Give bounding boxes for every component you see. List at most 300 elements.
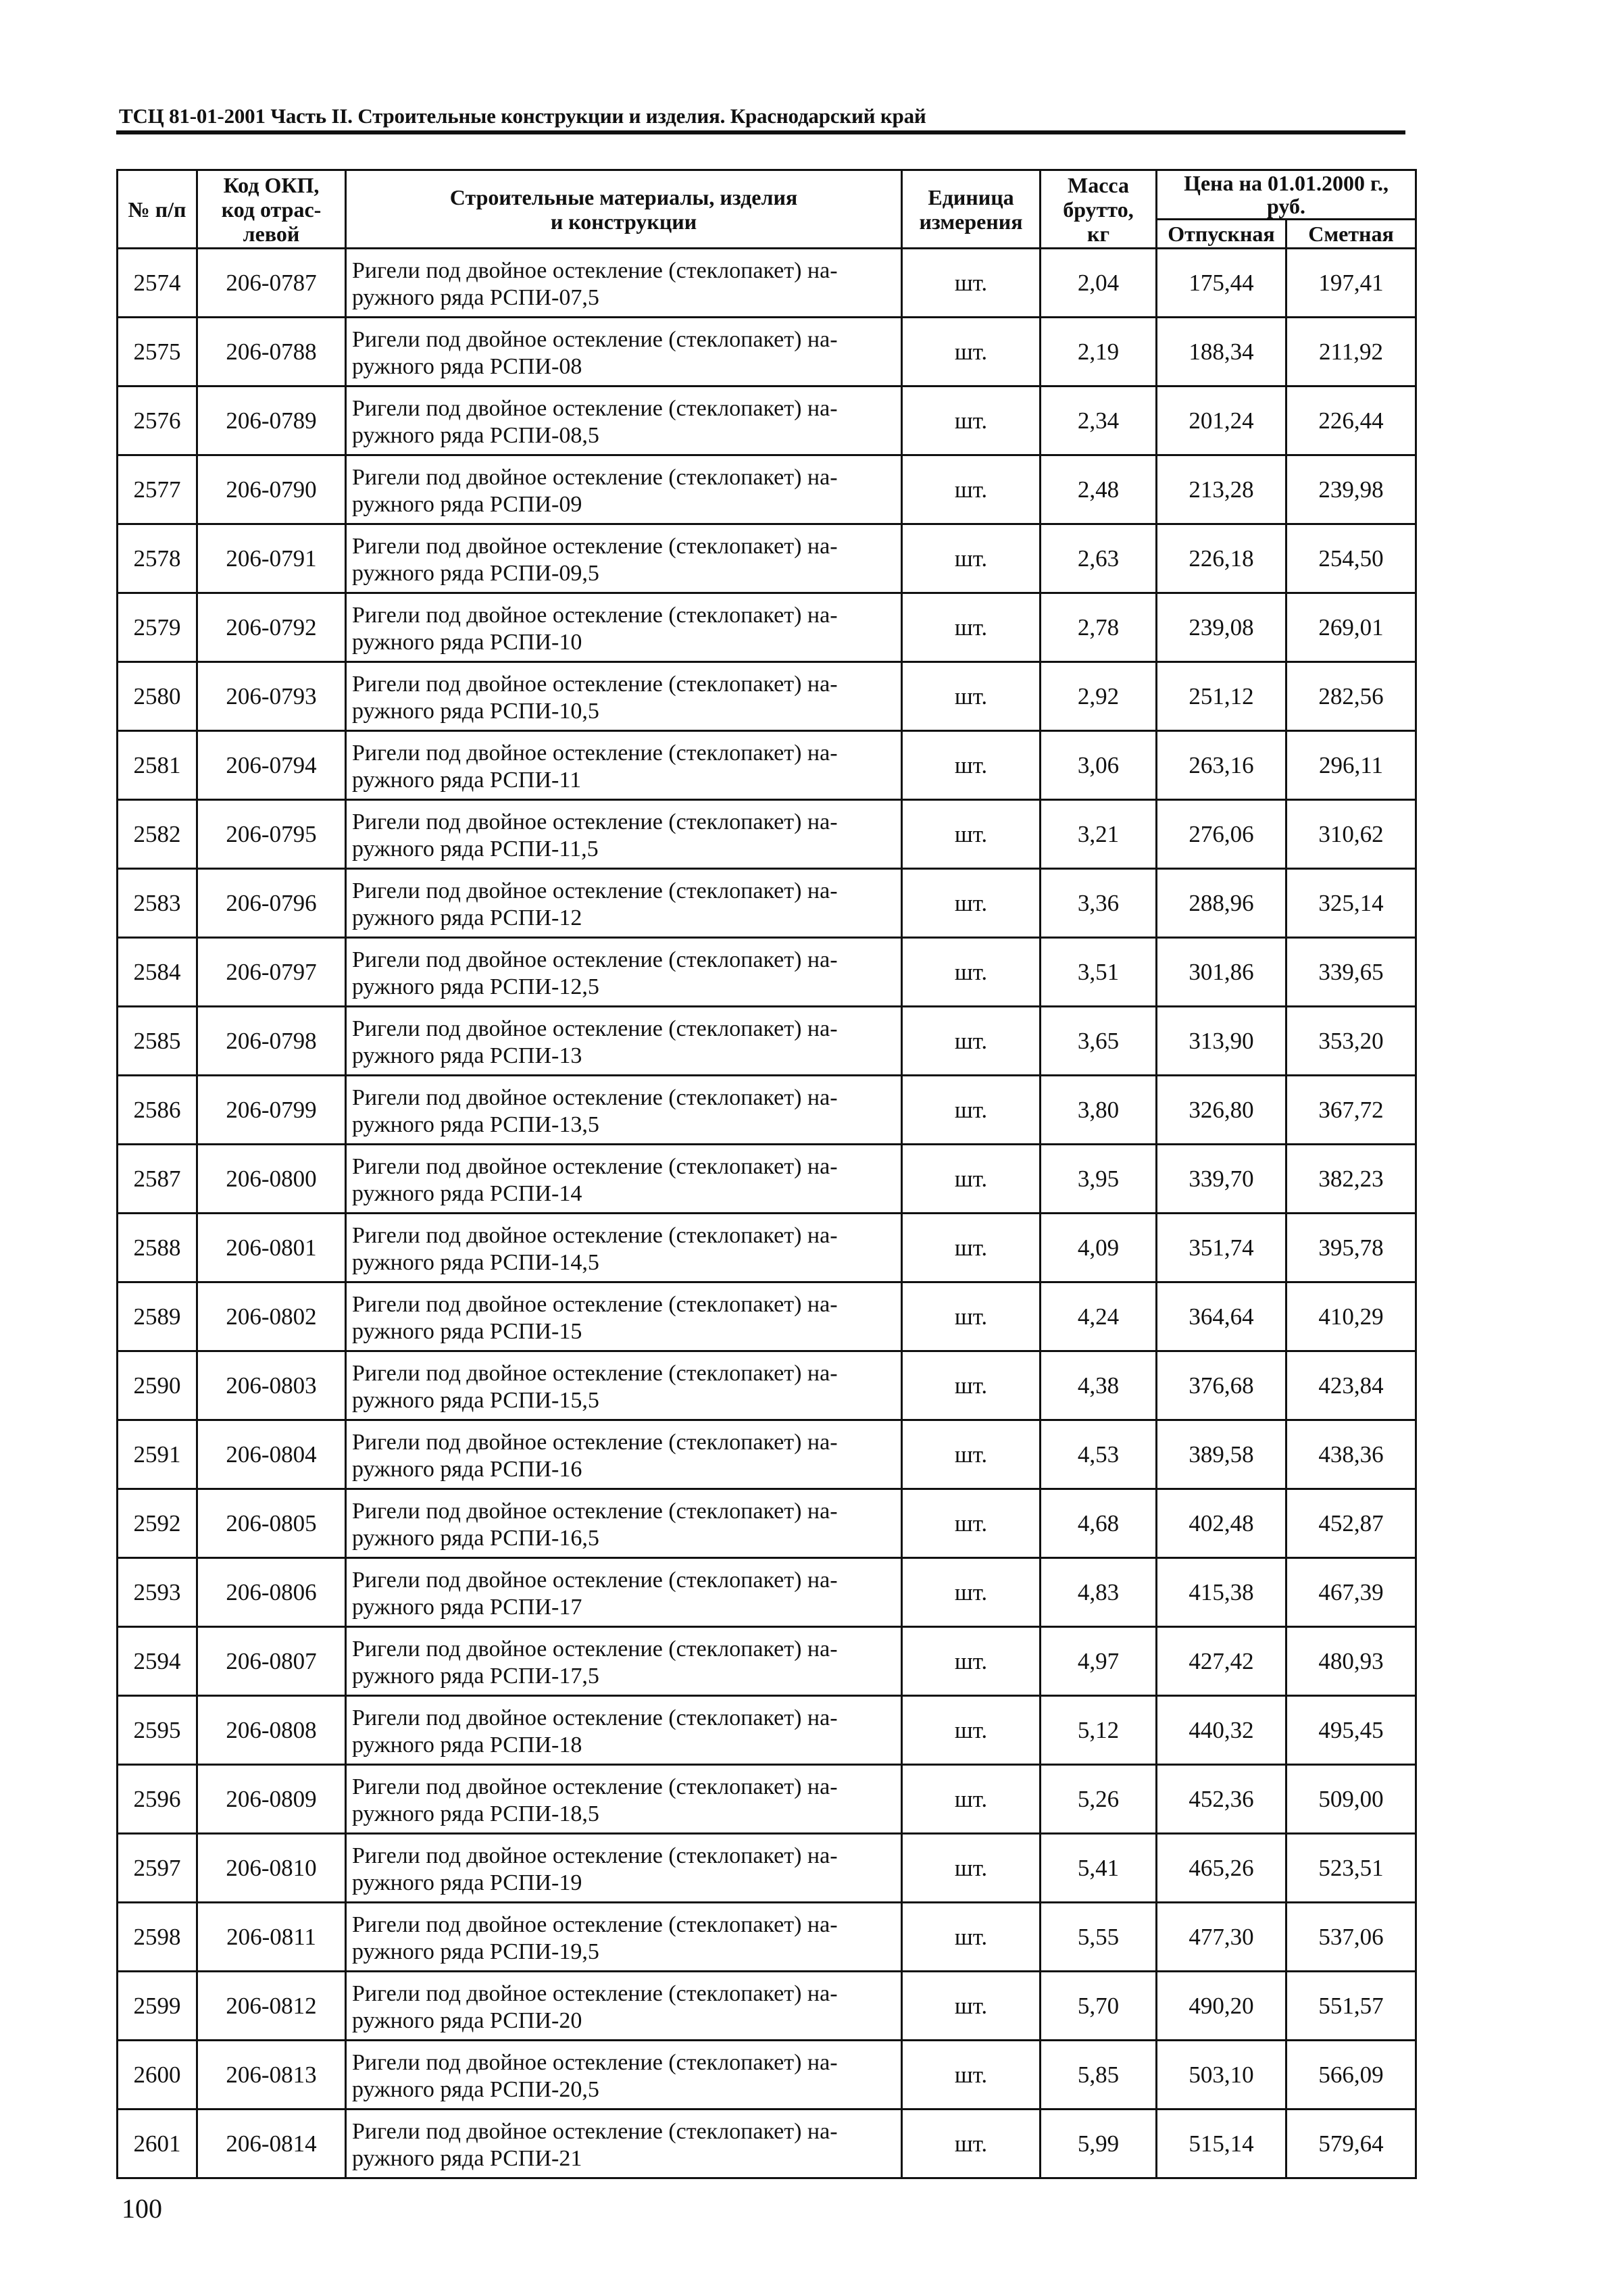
cell-name-line2: ружного ряда РСПИ-10 xyxy=(352,629,582,655)
cell-code: 206-0809 xyxy=(197,1765,346,1834)
cell-estimate-price: 438,36 xyxy=(1286,1420,1416,1489)
cell-name-line2: ружного ряда РСПИ-12 xyxy=(352,905,582,930)
cell-unit: шт. xyxy=(902,1282,1041,1351)
cell-mass: 5,41 xyxy=(1041,1834,1157,1903)
cell-estimate-price: 353,20 xyxy=(1286,1007,1416,1076)
col-header-estimate: Сметная xyxy=(1286,220,1416,249)
cell-num: 2590 xyxy=(118,1351,197,1420)
cell-num: 2599 xyxy=(118,1972,197,2041)
col-header-price-line2: руб. xyxy=(1267,194,1305,218)
cell-estimate-price: 339,65 xyxy=(1286,938,1416,1007)
cell-name xyxy=(346,1834,902,1903)
col-header-mass-line2: брутто, xyxy=(1063,197,1134,222)
page-number: 100 xyxy=(122,2193,162,2224)
table-row xyxy=(118,869,1416,938)
cell-mass: 3,65 xyxy=(1041,1007,1157,1076)
cell-estimate-price: 239,98 xyxy=(1286,455,1416,524)
cell-name-line1: Ригели под двойное остекление (стеклопакет) на- xyxy=(352,1567,838,1593)
cell-name xyxy=(346,2110,902,2178)
cell-num: 2600 xyxy=(118,2041,197,2110)
cell-mass: 3,36 xyxy=(1041,869,1157,938)
cell-name-line2: ружного ряда РСПИ-14 xyxy=(352,1180,582,1206)
cell-name-line2: ружного ряда РСПИ-16,5 xyxy=(352,1525,599,1551)
cell-name xyxy=(346,1696,902,1765)
cell-mass: 4,97 xyxy=(1041,1627,1157,1696)
col-header-num: № п/п xyxy=(118,170,197,249)
table-row xyxy=(118,731,1416,800)
cell-name-line1: Ригели под двойное остекление (стеклопакет) на- xyxy=(352,395,838,421)
cell-estimate-price: 197,41 xyxy=(1286,249,1416,318)
cell-code: 206-0814 xyxy=(197,2110,346,2178)
cell-name xyxy=(346,249,902,318)
cell-num: 2586 xyxy=(118,1076,197,1145)
cell-name xyxy=(346,1145,902,1214)
col-header-code-line2: код отрас- xyxy=(221,197,322,222)
cell-estimate-price: 226,44 xyxy=(1286,386,1416,455)
cell-code: 206-0805 xyxy=(197,1489,346,1558)
cell-code: 206-0793 xyxy=(197,662,346,731)
cell-mass: 4,53 xyxy=(1041,1420,1157,1489)
cell-name-line1: Ригели под двойное остекление (стеклопакет) на- xyxy=(352,533,838,559)
cell-num: 2587 xyxy=(118,1145,197,1214)
cell-mass: 5,55 xyxy=(1041,1903,1157,1972)
cell-name-line2: ружного ряда РСПИ-09 xyxy=(352,491,582,517)
cell-release-price: 288,96 xyxy=(1157,869,1286,938)
cell-release-price: 239,08 xyxy=(1157,593,1286,662)
table-row xyxy=(118,662,1416,731)
cell-name-line2: ружного ряда РСПИ-13 xyxy=(352,1043,582,1068)
cell-code: 206-0791 xyxy=(197,524,346,593)
cell-code: 206-0806 xyxy=(197,1558,346,1627)
cell-release-price: 351,74 xyxy=(1157,1214,1286,1282)
cell-release-price: 251,12 xyxy=(1157,662,1286,731)
cell-num: 2589 xyxy=(118,1282,197,1351)
cell-code: 206-0801 xyxy=(197,1214,346,1282)
cell-name-line2: ружного ряда РСПИ-11,5 xyxy=(352,836,599,862)
cell-unit: шт. xyxy=(902,731,1041,800)
cell-name-line1: Ригели под двойное остекление (стеклопакет) на- xyxy=(352,602,838,628)
cell-release-price: 503,10 xyxy=(1157,2041,1286,2110)
col-header-code-line3: левой xyxy=(243,221,300,246)
cell-estimate-price: 551,57 xyxy=(1286,1972,1416,2041)
cell-name xyxy=(346,731,902,800)
cell-num: 2578 xyxy=(118,524,197,593)
cell-num: 2582 xyxy=(118,800,197,869)
cell-mass: 3,51 xyxy=(1041,938,1157,1007)
cell-mass: 4,24 xyxy=(1041,1282,1157,1351)
cell-name-line2: ружного ряда РСПИ-17,5 xyxy=(352,1663,599,1689)
cell-name-line2: ружного ряда РСПИ-20,5 xyxy=(352,2076,599,2102)
cell-release-price: 477,30 xyxy=(1157,1903,1286,1972)
cell-name xyxy=(346,1489,902,1558)
cell-release-price: 376,68 xyxy=(1157,1351,1286,1420)
cell-unit: шт. xyxy=(902,386,1041,455)
cell-name-line2: ружного ряда РСПИ-20 xyxy=(352,2007,582,2033)
cell-code: 206-0789 xyxy=(197,386,346,455)
cell-name-line2: ружного ряда РСПИ-16 xyxy=(352,1456,582,1482)
table-row xyxy=(118,2041,1416,2110)
table-row xyxy=(118,1420,1416,1489)
cell-name-line2: ружного ряда РСПИ-13,5 xyxy=(352,1112,599,1137)
table-row xyxy=(118,1007,1416,1076)
cell-name xyxy=(346,318,902,386)
cell-mass: 2,19 xyxy=(1041,318,1157,386)
cell-code: 206-0794 xyxy=(197,731,346,800)
cell-unit: шт. xyxy=(902,800,1041,869)
cell-name xyxy=(346,800,902,869)
cell-name xyxy=(346,1627,902,1696)
cell-estimate-price: 410,29 xyxy=(1286,1282,1416,1351)
table-row xyxy=(118,1282,1416,1351)
cell-estimate-price: 523,51 xyxy=(1286,1834,1416,1903)
cell-name-line1: Ригели под двойное остекление (стеклопакет) на- xyxy=(352,1912,838,1937)
col-header-mass-line1: Масса xyxy=(1068,172,1129,197)
cell-code: 206-0795 xyxy=(197,800,346,869)
cell-release-price: 490,20 xyxy=(1157,1972,1286,2041)
cell-name-line1: Ригели под двойное остекление (стеклопакет) на- xyxy=(352,2049,838,2075)
table-row xyxy=(118,386,1416,455)
col-header-name xyxy=(346,170,902,249)
table-row xyxy=(118,593,1416,662)
cell-unit: шт. xyxy=(902,2110,1041,2178)
cell-unit: шт. xyxy=(902,869,1041,938)
cell-name-line1: Ригели под двойное остекление (стеклопакет) на- xyxy=(352,1153,838,1179)
cell-num: 2574 xyxy=(118,249,197,318)
cell-estimate-price: 367,72 xyxy=(1286,1076,1416,1145)
cell-unit: шт. xyxy=(902,1489,1041,1558)
cell-name xyxy=(346,938,902,1007)
cell-num: 2595 xyxy=(118,1696,197,1765)
cell-code: 206-0812 xyxy=(197,1972,346,2041)
cell-name xyxy=(346,1076,902,1145)
cell-estimate-price: 395,78 xyxy=(1286,1214,1416,1282)
cell-estimate-price: 382,23 xyxy=(1286,1145,1416,1214)
cell-release-price: 515,14 xyxy=(1157,2110,1286,2178)
table-header xyxy=(118,170,1416,249)
cell-name xyxy=(346,869,902,938)
cell-mass: 3,95 xyxy=(1041,1145,1157,1214)
cell-unit: шт. xyxy=(902,1627,1041,1696)
cell-estimate-price: 579,64 xyxy=(1286,2110,1416,2178)
cell-name xyxy=(346,1351,902,1420)
cell-name-line2: ружного ряда РСПИ-15,5 xyxy=(352,1387,599,1413)
table-row xyxy=(118,524,1416,593)
cell-release-price: 313,90 xyxy=(1157,1007,1286,1076)
cell-num: 2585 xyxy=(118,1007,197,1076)
cell-name xyxy=(346,1903,902,1972)
cell-unit: шт. xyxy=(902,1696,1041,1765)
price-table xyxy=(116,169,1417,2179)
table-row xyxy=(118,1076,1416,1145)
cell-unit: шт. xyxy=(902,1558,1041,1627)
cell-unit: шт. xyxy=(902,1765,1041,1834)
cell-name-line1: Ригели под двойное остекление (стеклопакет) на- xyxy=(352,1429,838,1455)
cell-release-price: 465,26 xyxy=(1157,1834,1286,1903)
cell-name-line2: ружного ряда РСПИ-18 xyxy=(352,1732,582,1757)
cell-estimate-price: 566,09 xyxy=(1286,2041,1416,2110)
cell-code: 206-0797 xyxy=(197,938,346,1007)
cell-release-price: 440,32 xyxy=(1157,1696,1286,1765)
cell-name-line1: Ригели под двойное остекление (стеклопакет) на- xyxy=(352,1084,838,1110)
cell-num: 2588 xyxy=(118,1214,197,1282)
cell-num: 2593 xyxy=(118,1558,197,1627)
cell-name xyxy=(346,1972,902,2041)
table-row xyxy=(118,800,1416,869)
cell-release-price: 226,18 xyxy=(1157,524,1286,593)
cell-release-price: 389,58 xyxy=(1157,1420,1286,1489)
cell-estimate-price: 495,45 xyxy=(1286,1696,1416,1765)
cell-unit: шт. xyxy=(902,1007,1041,1076)
cell-name xyxy=(346,1007,902,1076)
cell-estimate-price: 467,39 xyxy=(1286,1558,1416,1627)
cell-name xyxy=(346,524,902,593)
cell-release-price: 427,42 xyxy=(1157,1627,1286,1696)
cell-num: 2596 xyxy=(118,1765,197,1834)
cell-name-line1: Ригели под двойное остекление (стеклопакет) на- xyxy=(352,464,838,490)
cell-name-line1: Ригели под двойное остекление (стеклопакет) на- xyxy=(352,1636,838,1662)
cell-num: 2591 xyxy=(118,1420,197,1489)
cell-mass: 5,70 xyxy=(1041,1972,1157,2041)
cell-mass: 2,78 xyxy=(1041,593,1157,662)
cell-estimate-price: 296,11 xyxy=(1286,731,1416,800)
col-header-code xyxy=(197,170,346,249)
cell-name-line1: Ригели под двойное остекление (стеклопакет) на- xyxy=(352,1980,838,2006)
cell-num: 2579 xyxy=(118,593,197,662)
cell-mass: 5,12 xyxy=(1041,1696,1157,1765)
cell-name-line1: Ригели под двойное остекление (стеклопакет) на- xyxy=(352,1774,838,1799)
table-row xyxy=(118,1972,1416,2041)
cell-code: 206-0811 xyxy=(197,1903,346,1972)
table-row xyxy=(118,318,1416,386)
col-header-name-line2: и конструкции xyxy=(550,209,697,234)
cell-name-line1: Ригели под двойное остекление (стеклопакет) на- xyxy=(352,947,838,972)
page-header-title: ТСЦ 81-01-2001 Часть II. Строительные конструкции и изделия. Краснодарский край xyxy=(119,104,926,128)
cell-num: 2584 xyxy=(118,938,197,1007)
cell-release-price: 402,48 xyxy=(1157,1489,1286,1558)
cell-name xyxy=(346,386,902,455)
cell-mass: 2,48 xyxy=(1041,455,1157,524)
table-row xyxy=(118,1627,1416,1696)
cell-release-price: 276,06 xyxy=(1157,800,1286,869)
table-body xyxy=(118,249,1416,2178)
cell-name-line2: ружного ряда РСПИ-10,5 xyxy=(352,698,599,724)
cell-mass: 3,21 xyxy=(1041,800,1157,869)
cell-unit: шт. xyxy=(902,1351,1041,1420)
cell-mass: 2,04 xyxy=(1041,249,1157,318)
cell-name-line2: ружного ряда РСПИ-19,5 xyxy=(352,1939,599,1964)
cell-mass: 5,99 xyxy=(1041,2110,1157,2178)
table-row xyxy=(118,1696,1416,1765)
cell-release-price: 213,28 xyxy=(1157,455,1286,524)
cell-name-line1: Ригели под двойное остекление (стеклопакет) на- xyxy=(352,1498,838,1524)
table-row xyxy=(118,1214,1416,1282)
cell-estimate-price: 480,93 xyxy=(1286,1627,1416,1696)
cell-name-line1: Ригели под двойное остекление (стеклопакет) на- xyxy=(352,1222,838,1248)
cell-code: 206-0788 xyxy=(197,318,346,386)
table-row xyxy=(118,249,1416,318)
cell-mass: 3,06 xyxy=(1041,731,1157,800)
cell-num: 2576 xyxy=(118,386,197,455)
cell-name-line2: ружного ряда РСПИ-17 xyxy=(352,1594,582,1620)
cell-num: 2583 xyxy=(118,869,197,938)
cell-code: 206-0803 xyxy=(197,1351,346,1420)
cell-mass: 4,09 xyxy=(1041,1214,1157,1282)
table-row xyxy=(118,1765,1416,1834)
cell-name xyxy=(346,2041,902,2110)
table-row xyxy=(118,1351,1416,1420)
cell-code: 206-0792 xyxy=(197,593,346,662)
table-row xyxy=(118,938,1416,1007)
cell-estimate-price: 509,00 xyxy=(1286,1765,1416,1834)
cell-mass: 5,85 xyxy=(1041,2041,1157,2110)
cell-num: 2580 xyxy=(118,662,197,731)
cell-estimate-price: 325,14 xyxy=(1286,869,1416,938)
cell-num: 2598 xyxy=(118,1903,197,1972)
col-header-mass-line3: кг xyxy=(1087,221,1109,246)
col-header-code-line1: Код ОКП, xyxy=(223,172,320,197)
cell-unit: шт. xyxy=(902,249,1041,318)
cell-estimate-price: 282,56 xyxy=(1286,662,1416,731)
cell-release-price: 364,64 xyxy=(1157,1282,1286,1351)
cell-name-line2: ружного ряда РСПИ-12,5 xyxy=(352,974,599,999)
table-row xyxy=(118,1834,1416,1903)
cell-name-line1: Ригели под двойное остекление (стеклопакет) на- xyxy=(352,671,838,697)
cell-name-line1: Ригели под двойное остекление (стеклопакет) на- xyxy=(352,1843,838,1868)
cell-mass: 2,63 xyxy=(1041,524,1157,593)
cell-name-line2: ружного ряда РСПИ-11 xyxy=(352,767,582,793)
cell-mass: 4,68 xyxy=(1041,1489,1157,1558)
cell-name-line2: ружного ряда РСПИ-07,5 xyxy=(352,284,599,310)
cell-code: 206-0808 xyxy=(197,1696,346,1765)
cell-mass: 2,92 xyxy=(1041,662,1157,731)
cell-code: 206-0804 xyxy=(197,1420,346,1489)
cell-num: 2597 xyxy=(118,1834,197,1903)
cell-release-price: 188,34 xyxy=(1157,318,1286,386)
table-row xyxy=(118,1558,1416,1627)
cell-release-price: 339,70 xyxy=(1157,1145,1286,1214)
cell-name-line2: ружного ряда РСПИ-15 xyxy=(352,1318,582,1344)
cell-name-line2: ружного ряда РСПИ-21 xyxy=(352,2145,582,2171)
cell-mass: 4,83 xyxy=(1041,1558,1157,1627)
cell-unit: шт. xyxy=(902,318,1041,386)
cell-release-price: 326,80 xyxy=(1157,1076,1286,1145)
cell-num: 2592 xyxy=(118,1489,197,1558)
cell-num: 2575 xyxy=(118,318,197,386)
cell-name xyxy=(346,1420,902,1489)
cell-name-line2: ружного ряда РСПИ-19 xyxy=(352,1870,582,1895)
col-header-price-group xyxy=(1157,170,1416,220)
cell-name-line1: Ригели под двойное остекление (стеклопакет) на- xyxy=(352,878,838,903)
cell-unit: шт. xyxy=(902,1076,1041,1145)
cell-name-line1: Ригели под двойное остекление (стеклопакет) на- xyxy=(352,2118,838,2144)
cell-name xyxy=(346,662,902,731)
col-header-unit-line2: измерения xyxy=(919,209,1023,234)
cell-unit: шт. xyxy=(902,1420,1041,1489)
cell-name-line1: Ригели под двойное остекление (стеклопакет) на- xyxy=(352,326,838,352)
cell-estimate-price: 310,62 xyxy=(1286,800,1416,869)
cell-release-price: 263,16 xyxy=(1157,731,1286,800)
cell-code: 206-0796 xyxy=(197,869,346,938)
cell-name xyxy=(346,1282,902,1351)
cell-unit: шт. xyxy=(902,1214,1041,1282)
cell-name xyxy=(346,455,902,524)
table-row xyxy=(118,1145,1416,1214)
table-row xyxy=(118,2110,1416,2178)
cell-estimate-price: 423,84 xyxy=(1286,1351,1416,1420)
table-row xyxy=(118,1903,1416,1972)
cell-unit: шт. xyxy=(902,1903,1041,1972)
cell-num: 2594 xyxy=(118,1627,197,1696)
cell-name-line2: ружного ряда РСПИ-09,5 xyxy=(352,560,599,586)
cell-unit: шт. xyxy=(902,662,1041,731)
cell-release-price: 175,44 xyxy=(1157,249,1286,318)
cell-code: 206-0807 xyxy=(197,1627,346,1696)
col-header-unit-line1: Единица xyxy=(928,184,1014,209)
cell-code: 206-0790 xyxy=(197,455,346,524)
cell-name xyxy=(346,593,902,662)
cell-code: 206-0813 xyxy=(197,2041,346,2110)
cell-code: 206-0800 xyxy=(197,1145,346,1214)
cell-name-line1: Ригели под двойное остекление (стеклопакет) на- xyxy=(352,740,838,766)
cell-name-line2: ружного ряда РСПИ-14,5 xyxy=(352,1249,599,1275)
col-header-unit xyxy=(902,170,1041,249)
cell-unit: шт. xyxy=(902,524,1041,593)
cell-unit: шт. xyxy=(902,1834,1041,1903)
cell-name-line1: Ригели под двойное остекление (стеклопакет) на- xyxy=(352,809,838,834)
cell-name xyxy=(346,1765,902,1834)
cell-unit: шт. xyxy=(902,1972,1041,2041)
col-header-name-line1: Строительные материалы, изделия xyxy=(449,184,798,209)
cell-name xyxy=(346,1558,902,1627)
cell-code: 206-0787 xyxy=(197,249,346,318)
cell-num: 2601 xyxy=(118,2110,197,2178)
cell-code: 206-0798 xyxy=(197,1007,346,1076)
cell-estimate-price: 452,87 xyxy=(1286,1489,1416,1558)
cell-unit: шт. xyxy=(902,593,1041,662)
cell-unit: шт. xyxy=(902,455,1041,524)
cell-name-line1: Ригели под двойное остекление (стеклопакет) на- xyxy=(352,1016,838,1041)
cell-num: 2577 xyxy=(118,455,197,524)
cell-name-line2: ружного ряда РСПИ-08 xyxy=(352,353,582,379)
cell-release-price: 415,38 xyxy=(1157,1558,1286,1627)
col-header-mass xyxy=(1041,170,1157,249)
cell-name-line1: Ригели под двойное остекление (стеклопакет) на- xyxy=(352,257,838,283)
cell-unit: шт. xyxy=(902,2041,1041,2110)
cell-name-line2: ружного ряда РСПИ-08,5 xyxy=(352,422,599,448)
cell-release-price: 201,24 xyxy=(1157,386,1286,455)
cell-num: 2581 xyxy=(118,731,197,800)
cell-name-line1: Ригели под двойное остекление (стеклопакет) на- xyxy=(352,1360,838,1386)
cell-estimate-price: 269,01 xyxy=(1286,593,1416,662)
header-rule xyxy=(116,130,1405,134)
cell-estimate-price: 254,50 xyxy=(1286,524,1416,593)
cell-estimate-price: 211,92 xyxy=(1286,318,1416,386)
cell-release-price: 301,86 xyxy=(1157,938,1286,1007)
col-header-price-line1: Цена на 01.01.2000 г., xyxy=(1184,171,1389,195)
cell-unit: шт. xyxy=(902,938,1041,1007)
cell-code: 206-0802 xyxy=(197,1282,346,1351)
cell-code: 206-0810 xyxy=(197,1834,346,1903)
cell-code: 206-0799 xyxy=(197,1076,346,1145)
cell-mass: 2,34 xyxy=(1041,386,1157,455)
cell-name xyxy=(346,1214,902,1282)
cell-name-line1: Ригели под двойное остекление (стеклопакет) на- xyxy=(352,1291,838,1317)
cell-mass: 3,80 xyxy=(1041,1076,1157,1145)
table-row xyxy=(118,1489,1416,1558)
cell-release-price: 452,36 xyxy=(1157,1765,1286,1834)
cell-estimate-price: 537,06 xyxy=(1286,1903,1416,1972)
cell-name-line1: Ригели под двойное остекление (стеклопакет) на- xyxy=(352,1705,838,1730)
